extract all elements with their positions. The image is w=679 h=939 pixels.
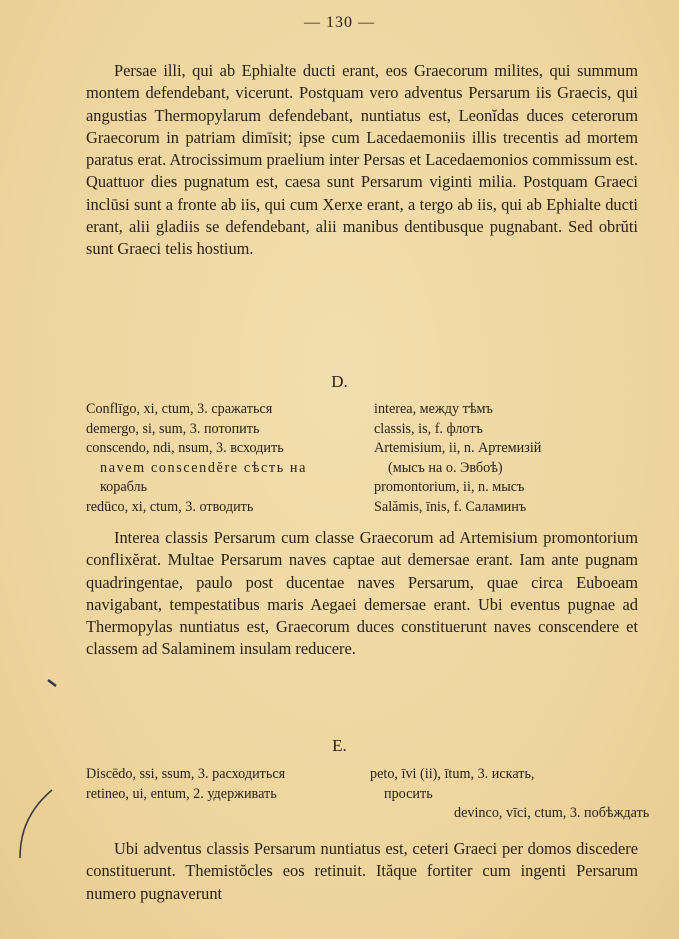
vocab-entry: Artemisium, ii, n. Артемизій: [374, 440, 542, 456]
vocab-entry: просить: [384, 785, 433, 802]
vocab-entry: корабль: [100, 479, 148, 495]
vocabulary-d: [86, 400, 638, 520]
section-heading-e: E.: [332, 736, 347, 755]
paragraph-thermopylae: Persae illi, qui ab Ephialte ducti erant, eos Graecorum milites, qui summum montem defendebant, vicerunt. Postquam vero adventus Persarum iis Graecis, qui angustias Thermopylarum defendebant, nuntiatus est, Leonĭdas duces ceterorum Graecorum in patriam dimīsit; ipse cum Lacedaemoniis illis trecentis ad mortem paratus erat. Atrocissimum praelium inter Persas et Lacedaemonios commissum est. Quattuor dies pugnatum est, caesa sunt Persarum viginti milia. Postquam Graeci inclūsi sunt a fronte ab iis, qui cum Xerxe erant, a tergo ab iis, qui ab Ephialte ducti erant, alii gladiis se defendebant, alii manibus dentibusque pugnabant. Sed obrŭti sunt Graeci telis hostium.: [86, 61, 638, 259]
vocabulary-d-left: [86, 400, 307, 517]
vocab-entry: (мысъ на о. Эвбоѣ): [388, 459, 503, 476]
vocab-entry: peto, īvi (ii), ītum, 3. искать,: [370, 766, 535, 782]
vocab-entry: Salămis, īnis, f. Саламинъ: [374, 498, 527, 515]
vocab-entry: retineo, ui, entum, 2. удерживать: [86, 785, 277, 802]
vocab-entry: Discēdo, ssi, ssum, 3. расходиться: [86, 766, 286, 782]
vocab-entry: interea, между тѣмъ: [374, 401, 493, 417]
vocab-entry: devinco, vīci, ctum, 3. побѣждать: [454, 805, 650, 821]
vocabulary-e: [86, 765, 650, 835]
vocab-entry: conscendo, ndi, nsum, 3. всходить: [86, 440, 284, 456]
vocab-entry: promontorium, ii, n. мысъ: [374, 479, 525, 495]
vocab-entry: classis, is, f. флотъ: [374, 420, 483, 437]
pencil-tick-icon: [48, 680, 56, 686]
vocabulary-e-left: [86, 765, 285, 804]
vocabulary-e-right: [370, 765, 649, 824]
paragraph-artemisium: Interea classis Persarum cum classe Graecorum ad Artemisium promontorium conflixĕrat. Multae Persarum naves captae aut demersae erant. Iam ante pugnam quadringentae, paulo post ducentae naves Persarum, quae circa Euboeam navigabant, tempestatibus maris Aegaei demersae erant. Ubi eventus pugnae ad Thermopylas nuntiatus est, Graecorum duces constituerunt naves conscendere et classem ad Salaminem insulam reducere.: [86, 528, 638, 659]
page-number: — 130 —: [304, 14, 375, 31]
vocab-entry: Conflīgo, xi, ctum, 3. сражаться: [86, 401, 273, 417]
vocabulary-d-right: [374, 400, 541, 517]
vocab-entry: demergo, si, sum, 3. потопить: [86, 420, 260, 437]
section-heading-d: D.: [331, 372, 348, 391]
pencil-stroke-icon: [20, 790, 52, 858]
paragraph-salamis: Ubi adventus classis Persarum nuntiatus est, ceteri Graeci per domos discedere constituerunt. Themistŏcles eos retinuit. Ităque fortiter cum ingenti Persarum numero pugnaverunt: [86, 839, 638, 903]
vocab-entry: redūco, xi, ctum, 3. отводить: [86, 498, 254, 515]
vocab-entry: navem conscendĕre сѣсть на: [100, 459, 308, 476]
